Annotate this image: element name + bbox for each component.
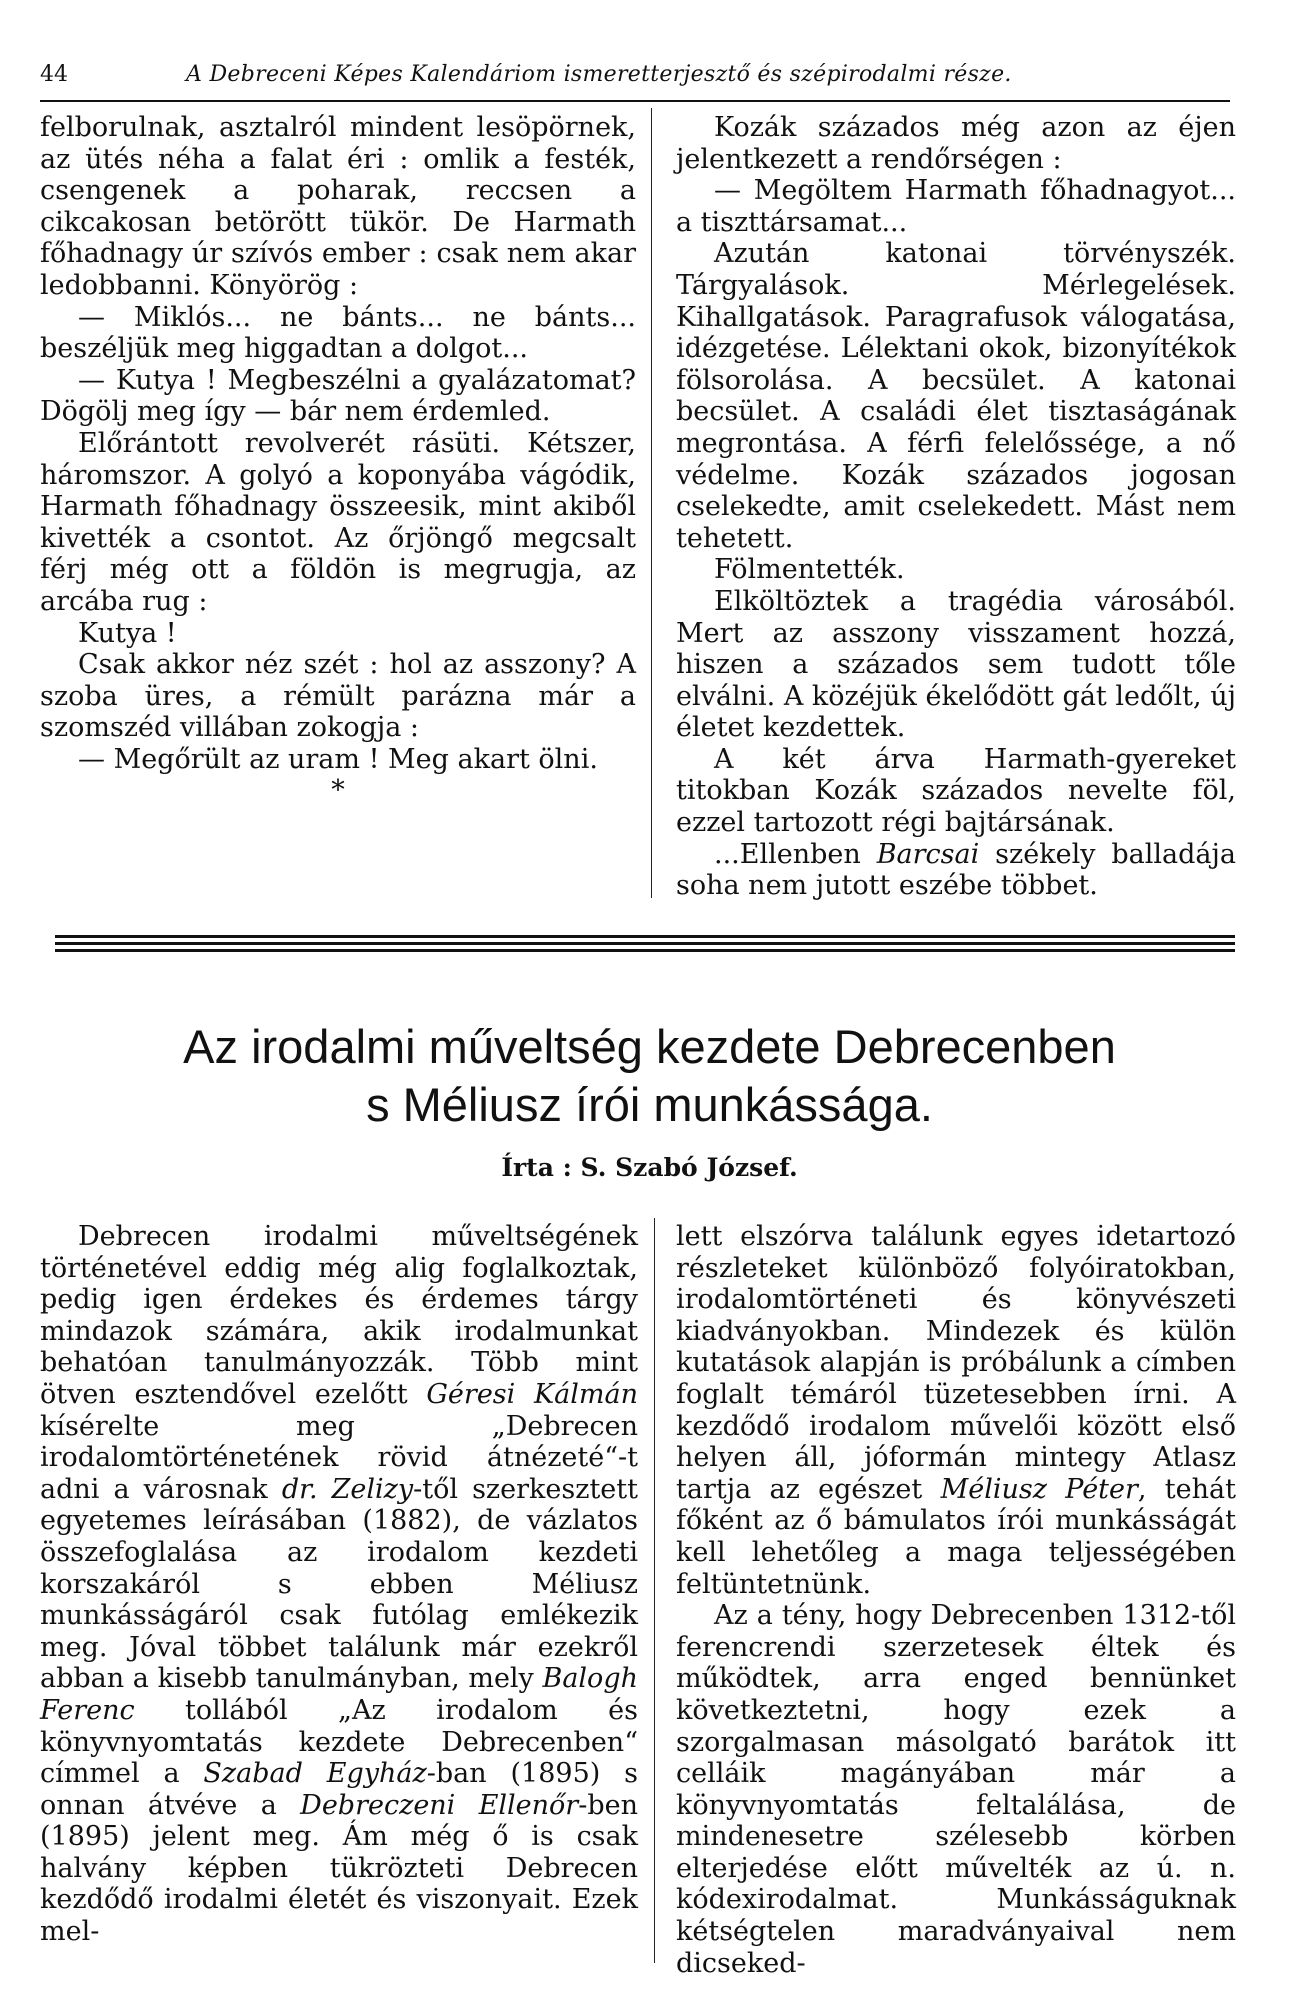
article-right-column <box>676 1221 1236 1979</box>
story-right-column <box>676 112 1236 902</box>
story-left-column <box>40 112 636 807</box>
article-paragraph: Debrecen irodalmi műveltségének történetével eddig még alig foglalkoztak, pedig igen érdekes és érdemes tárgy mindazok számára, akik irodalmunkat behatóan tanulmányozzák. Több mint ötven esztendővel ezelőtt Géresi Kálmán kísérelte meg „Debrecen irodalomtörténetének rövid átnézeté“-t adni a városnak dr. Zelizy-től szerkesztett egyetemes leírásában (1882), de vázlatos összefoglalása az irodalom kezdeti korszakáról s ebben Méliusz munkásságáról csak futólag emlékezik meg. Jóval többet találunk már ezekről abban a kisebb tanulmányban, mely Balogh Ferenc tollából „Az irodalom és könyvnyomtatás kezdete Debrecenben“ címmel a Szabad Egyház-ban (1895) s onnan átvéve a Debreczeni Ellenőr-ben (1895) jelent meg. Ám még ő is csak halvány képben tükrözteti Debrecen kezdődő irodalmi életét és viszonyait. Ezek mel- <box>40 1221 638 1948</box>
story-paragraph: — Megöltem Harmath főhadnagyot... a tiszttársamat... <box>676 175 1236 238</box>
section-divider-middle <box>55 942 1235 945</box>
story-paragraph: Kutya ! <box>78 617 177 649</box>
page-header <box>40 62 1220 98</box>
story-paragraph: Előrántott revolverét rásüti. Kétszer, háromszor. A golyó a koponyába vágódik, Harmath főhadnagy összeesik, mint akiből kivették a csontot. Az őrjöngő megcsalt férj még ott a földön is megrugja, az arcába rug : <box>40 427 636 617</box>
story-paragraph: Fölmentették. <box>714 554 905 586</box>
story-paragraph-final: ...Ellenben Barcsai székely balladája soha nem jutott eszébe többet. <box>676 838 1236 902</box>
story-paragraph: — Miklós... ne bánts... ne bánts... beszéljük meg higgadtan a dolgot... <box>40 301 636 365</box>
barcsai-name: Barcsai <box>876 838 980 870</box>
running-title: A Debreceni Képes Kalendáriom ismeretterjesztő és szépirodalmi része. <box>186 62 1012 87</box>
column-divider <box>654 1218 655 1963</box>
story-paragraph: Elköltöztek a tragédia városából. Mert az asszony visszament hozzá, hiszen a százados sem tudott tőle elválni. A közéjük ékelődött gát ledőlt, új életet kezdettek. <box>676 585 1236 744</box>
story-paragraph: Kozák százados még azon az éjen jelentkezett a rendőrségen : <box>676 112 1236 175</box>
story-paragraph: felborulnak, asztalról mindent lesöpörnek, az ütés néha a falat éri : omlik a festék, csengenek a poharak, reccsen a cikcakosan betörött tükör. De Harmath főhadnagy úr szívós ember : csak nem akar ledobbanni. Könyörög : <box>40 112 636 301</box>
story-paragraph: A két árva Harmath-gyereket titokban Kozák százados nevelte föl, ezzel tartozott régi bajtársának. <box>676 743 1236 839</box>
section-divider-bottom <box>55 949 1235 952</box>
page-number: 44 <box>40 62 68 87</box>
article-title-line-1: Az irodalmi műveltség kezdete Debrecenben <box>183 1020 1116 1073</box>
article-paragraph: lett elszórva találunk egyes idetartozó részleteket különböző folyóiratokban, irodalomtörténeti és könyvészeti kiadványokban. Mindezek és külön kutatások alapján is próbálunk a címben foglalt témáról tüzetesebben írni. A kezdődő irodalom művelői között első helyen áll, jóformán mintegy Atlasz tartja az egészet Méliusz Péter, tehát főként az ő bámulatos írói munkásságát kell lehetőleg a maga teljességében feltüntetnünk. <box>676 1221 1236 1600</box>
section-asterisk: * <box>331 775 345 807</box>
article-paragraph: Az a tény, hogy Debrecenben 1312-től ferencrendi szerzetesek éltek és működtek, arra enged bennünket következtetni, hogy ezek a szorgalmasan másolgató barátok itt celláik magányában már a könyvnyomtatás feltalálása, de mindenesetre szélesebb körben elterjedése előtt művelték az ú. n. kódexirodalmat. Munkásságuknak kétségtelen maradványaival nem dicseked- <box>676 1600 1236 1979</box>
header-rule <box>40 100 1230 102</box>
article-title-line-2: s Méliusz írói munkássága. <box>366 1078 933 1131</box>
article-byline: Írta : S. Szabó József. <box>501 1153 798 1182</box>
story-paragraph: — Megőrült az uram ! Meg akart ölni. <box>78 743 598 775</box>
section-divider-top <box>55 935 1235 938</box>
article-left-column <box>40 1221 638 1948</box>
story-paragraph: Azután katonai törvényszék. Tárgyalások. Mérlegelések. Kihallgatások. Paragrafusok válogatása, idézgetése. Lélektani okok, bizonyítékok fölsorolása. A becsület. A katonai becsület. A családi élet tisztaságának megrontása. A férfi felelőssége, a nő védelme. Kozák százados jogosan cselekedte, amit cselekedett. Mást nem tehetett. <box>676 238 1236 554</box>
story-paragraph: Csak akkor néz szét : hol az asszony? A szoba üres, a rémült parázna már a szomszéd villában zokogja : <box>40 649 636 744</box>
column-divider <box>651 108 652 898</box>
story-paragraph: — Kutya ! Megbeszélni a gyalázatomat? Dögölj meg így — bár nem érdemled. <box>40 364 636 428</box>
article-title <box>0 1018 1299 1134</box>
